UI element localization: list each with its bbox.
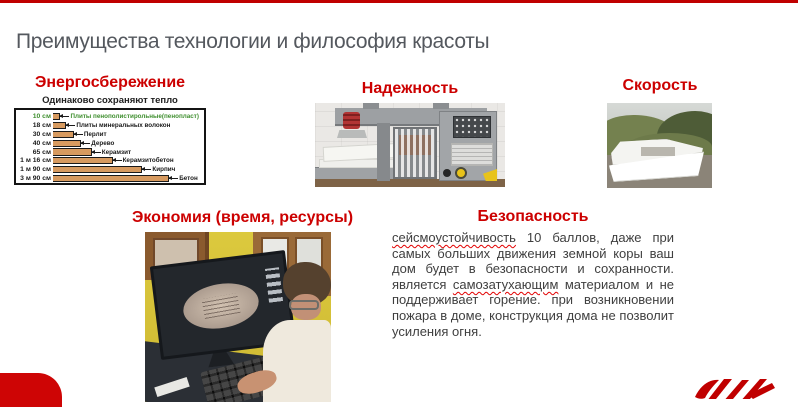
chart-row: [17, 112, 202, 121]
chart-tick-label: 18 см: [32, 121, 51, 129]
chart-tick-label: 65 см: [32, 148, 51, 156]
chart-bar-track: [53, 112, 202, 121]
chart-bar-track: [53, 165, 202, 174]
left-arrow-icon: [81, 143, 90, 144]
chart-bar: [53, 131, 74, 138]
paragraph-text: материалом и не поддерживает горение. при возникновении пожара в доме, конструкция дома не позволит усиления огня.: [392, 276, 675, 339]
chart-row: [17, 148, 202, 157]
company-logo-icon: [692, 377, 776, 401]
black-knob: [443, 169, 451, 177]
chart-tick-label: 3 м 90 см: [20, 175, 51, 183]
glasses: [289, 300, 319, 310]
chart-row: [17, 174, 202, 183]
section-title-safety: Безопасность: [477, 208, 589, 225]
left-arrow-icon: [66, 125, 75, 126]
chart-tick-label: 10 см: [32, 112, 51, 120]
chart-tick-label: 30 см: [32, 130, 51, 138]
chart-row: [17, 156, 202, 165]
spec-sheet: [451, 143, 493, 166]
section-title-economy: Экономия (время, ресурсы): [131, 209, 354, 226]
economy-photo: [145, 232, 331, 402]
chart-tick-label: 40 см: [32, 139, 51, 147]
chart-tick-label: 1 м 16 см: [20, 157, 51, 165]
left-arrow-icon: [92, 152, 101, 153]
machine-mount-tab: [433, 103, 449, 109]
chart-bar-track: [53, 121, 202, 130]
chart-material-label: Плиты минеральных волокон: [76, 121, 171, 129]
corner-red-shape: [0, 373, 62, 407]
section-title-reliability: Надежность: [361, 80, 459, 97]
section-title-energy: Энергосбережение: [34, 74, 186, 91]
insulation-chart-caption: Одинаково сохраняют тепло: [42, 95, 178, 106]
speed-photo: [607, 103, 712, 188]
cage-slats: [395, 129, 435, 177]
foam-panel-shadow: [641, 147, 675, 156]
section-title-speed: Скорость: [622, 77, 698, 94]
yellow-button: [455, 167, 467, 179]
chart-material-label: Бетон: [179, 175, 198, 183]
left-arrow-icon: [142, 169, 151, 170]
machine-pillar: [377, 123, 390, 181]
chart-material-label: Керамзит: [101, 148, 132, 156]
chart-material-label: Перлит: [83, 130, 107, 138]
chart-row: [17, 139, 202, 148]
reliability-photo: [315, 103, 505, 187]
chart-bar: [53, 122, 66, 129]
chart-bar: [53, 157, 113, 164]
chart-bar: [53, 175, 169, 182]
top-accent-line: [0, 0, 798, 3]
chart-bar-track: [53, 156, 202, 165]
chart-material-label: Кирпич: [152, 166, 176, 174]
control-keypad: [453, 116, 491, 138]
page-title: Преимущества технологии и философия красоты: [16, 30, 490, 53]
chart-bar-track: [53, 139, 202, 148]
chart-bar: [53, 148, 92, 155]
left-arrow-icon: [60, 116, 69, 117]
chart-material-label: Плиты пенополистирольные(пенопласт): [70, 112, 199, 120]
chart-row: [17, 121, 202, 130]
paragraph-text: 10 баллов, даже при самых больших движения земной коры ваш дом будет в безопасности и сохранности. является: [392, 230, 674, 292]
chart-bar: [53, 140, 81, 147]
chart-bar-track: [53, 148, 202, 157]
chart-material-label: Дерево: [91, 139, 115, 147]
person-shirt: [263, 320, 331, 402]
misspelled-word: самозатухающим: [452, 276, 559, 292]
chart-material-label: Керамзитобетон: [122, 157, 174, 165]
insulation-chart-plot: [14, 108, 206, 185]
left-arrow-icon: [74, 134, 83, 135]
chart-bar: [53, 166, 142, 173]
machine-mount-tab: [363, 103, 379, 109]
safety-paragraph: [392, 230, 674, 339]
chart-row: [17, 165, 202, 174]
press-bellows: [343, 112, 360, 129]
chart-tick-label: 1 м 90 см: [20, 166, 51, 174]
chart-bar-track: [53, 130, 202, 139]
insulation-chart: [14, 95, 206, 185]
chart-row: [17, 130, 202, 139]
press-anvil: [337, 130, 367, 138]
left-arrow-icon: [113, 160, 122, 161]
left-arrow-icon: [169, 178, 178, 179]
chart-bar-track: [53, 174, 202, 183]
misspelled-word: сейсмоустойчивость: [392, 230, 516, 245]
